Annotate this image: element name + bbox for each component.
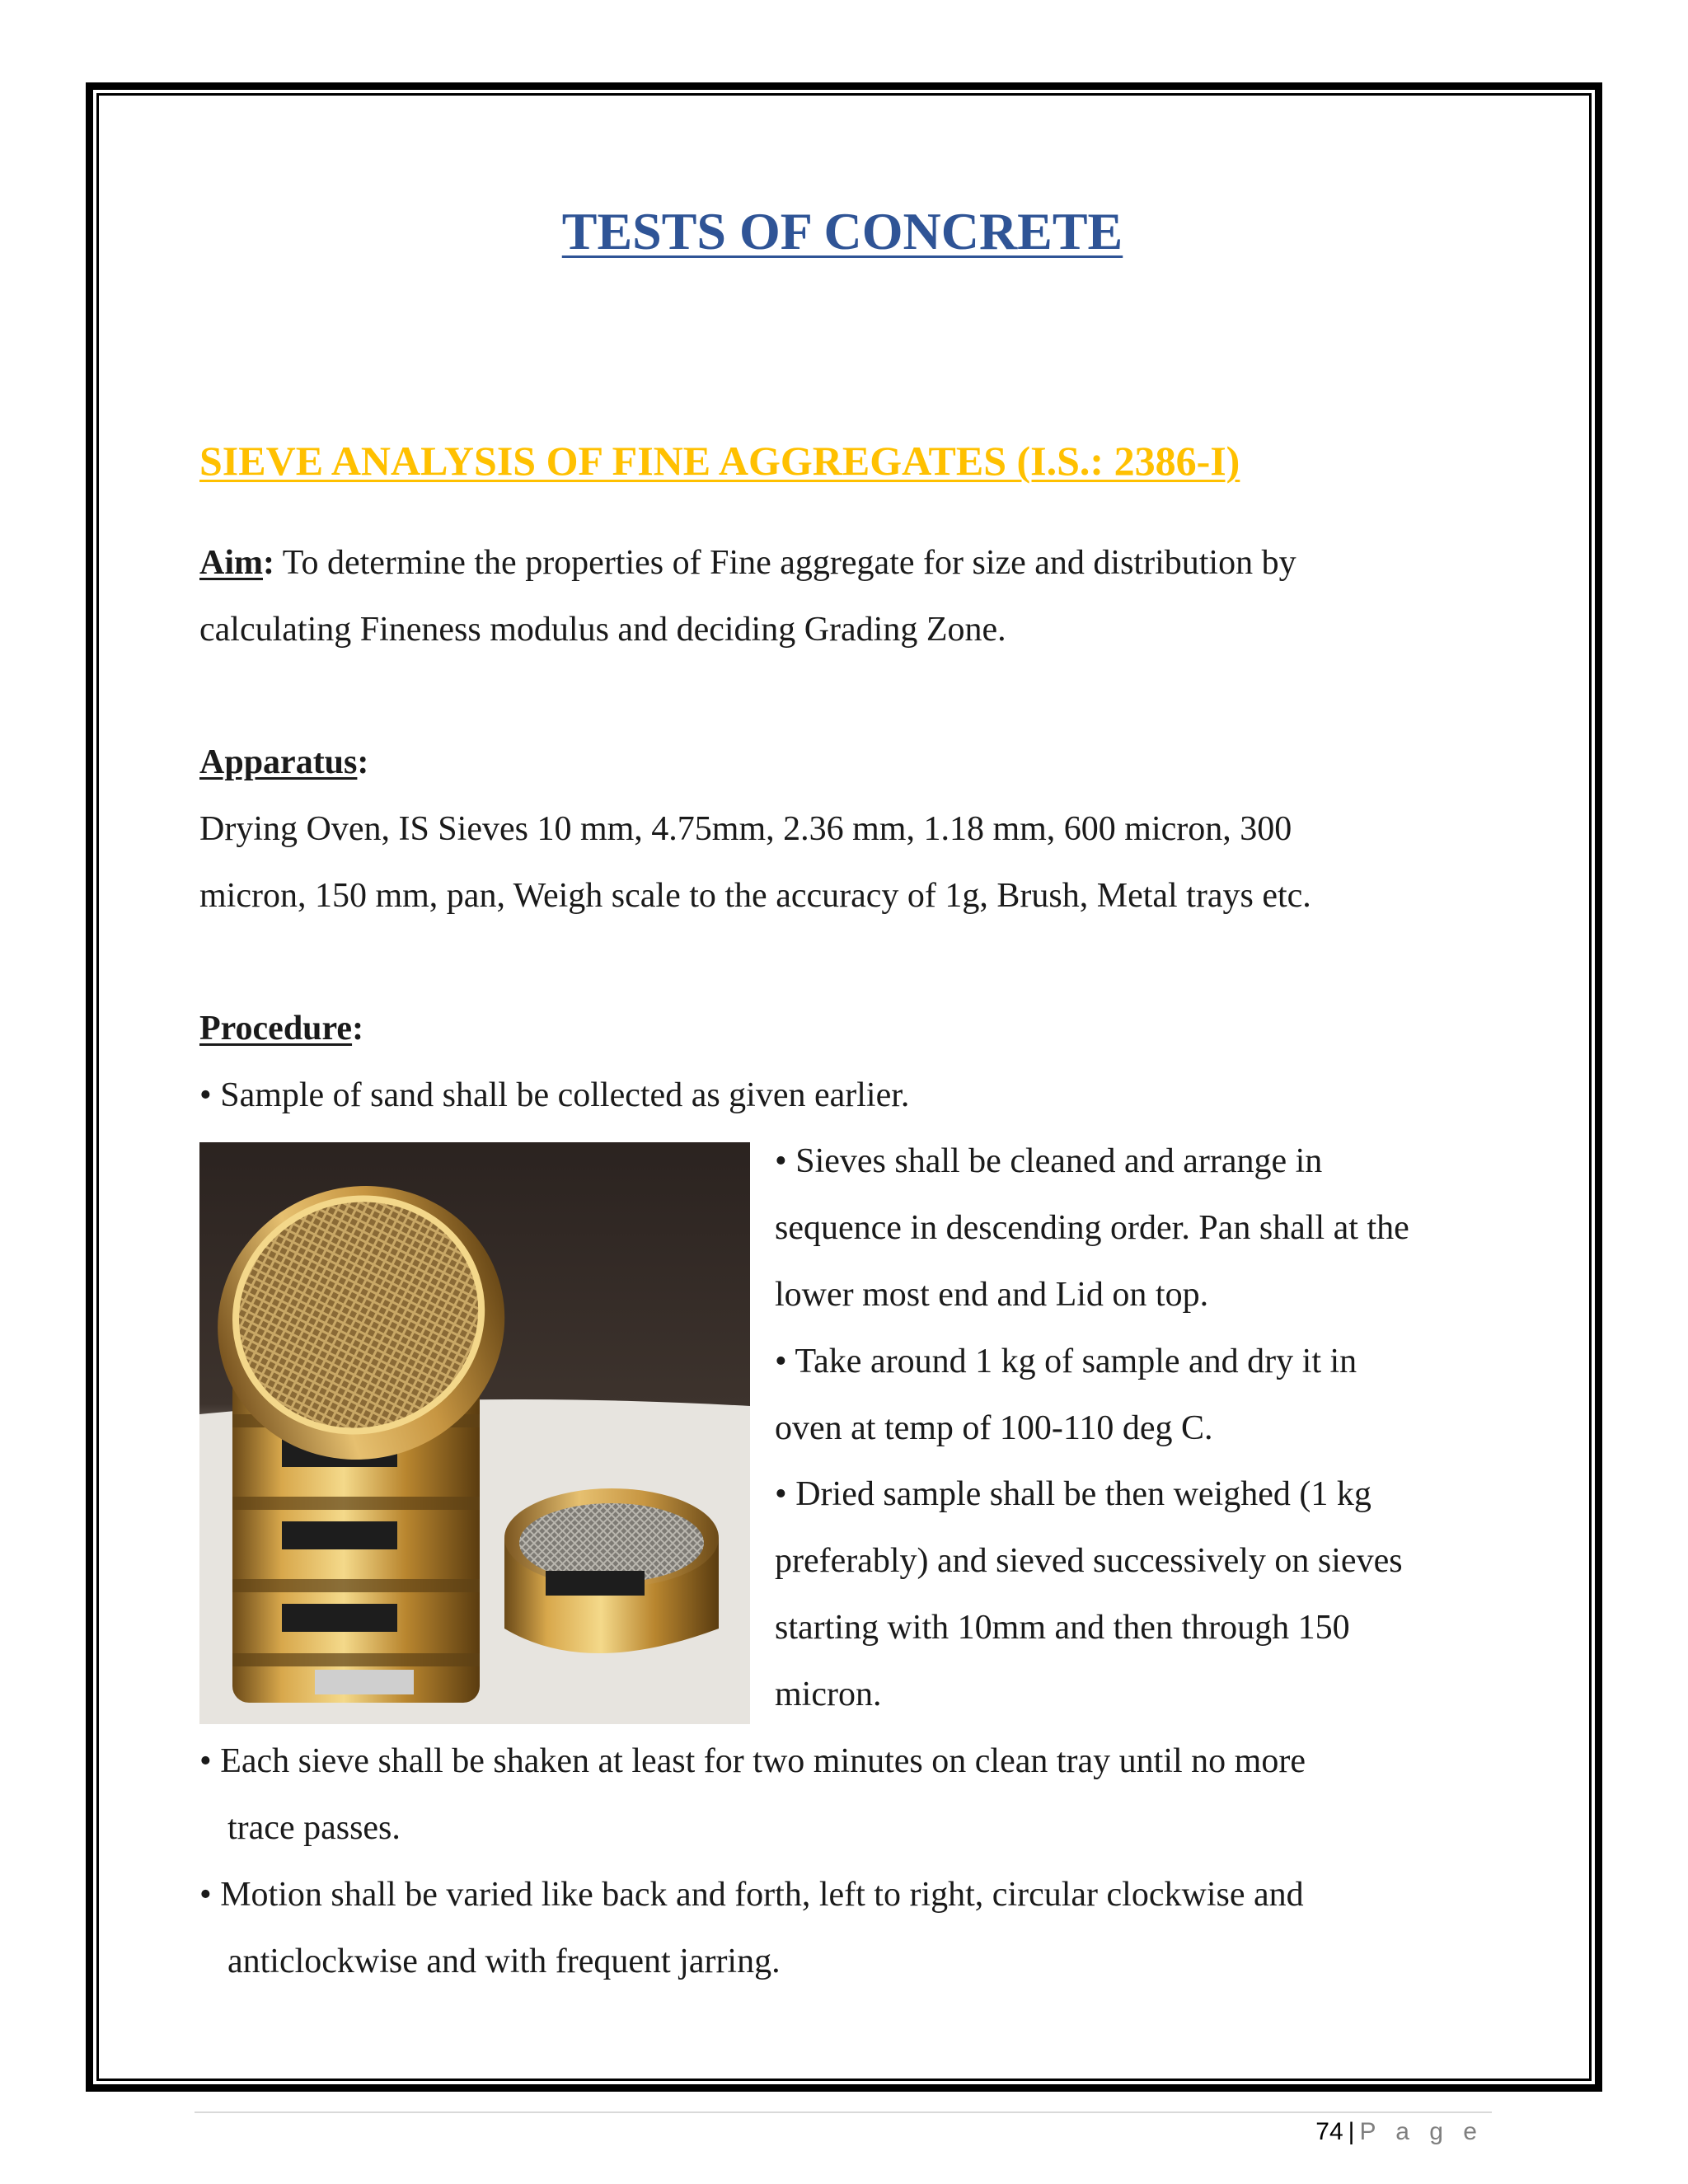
procedure-colon: : (352, 1010, 364, 1047)
apparatus-label: Apparatus (199, 743, 358, 781)
apparatus-line-1: Drying Oven, IS Sieves 10 mm, 4.75mm, 2.36 mm, 1.18 mm, 600 micron, 300 (199, 810, 1292, 848)
page-number: 74 (1315, 2118, 1343, 2145)
aim-line-1 (199, 546, 1296, 580)
aim-line-2: calculating Fineness modulus and deciding Grading Zone. (199, 611, 1006, 649)
procedure-line: oven at temp of 100-110 deg C. (775, 1409, 1213, 1447)
procedure-label: Procedure (199, 1010, 353, 1047)
procedure-line: • Take around 1 kg of sample and dry it in (775, 1343, 1357, 1380)
page-word: P a g e (1359, 2118, 1484, 2145)
aim-label: Aim (199, 544, 263, 582)
procedure-line: • Dried sample shall be then weighed (1 kg (775, 1475, 1372, 1513)
procedure-line: trace passes. (227, 1809, 401, 1847)
procedure-line: • Sample of sand shall be collected as given earlier. (199, 1076, 910, 1114)
sieve-stack-photo (199, 1142, 750, 1724)
footer-separator: | (1348, 2118, 1355, 2145)
apparatus-colon: : (357, 743, 369, 781)
section-heading: SIEVE ANALYSIS OF FINE AGGREGATES (I.S.: 2386-I) (199, 438, 1240, 484)
procedure-line: micron. (775, 1675, 882, 1713)
footer-divider (195, 2111, 1492, 2113)
page-title: TESTS OF CONCRETE (561, 202, 1123, 260)
page-footer (1315, 2118, 1484, 2146)
apparatus-heading (199, 745, 368, 780)
apparatus-line-2: micron, 150 mm, pan, Weigh scale to the accuracy of 1g, Brush, Metal trays etc. (199, 877, 1311, 915)
procedure-line: • Each sieve shall be shaken at least for two minutes on clean tray until no more (199, 1742, 1306, 1780)
aim-colon: : (263, 544, 274, 582)
procedure-line: preferably) and sieved successively on sieves (775, 1542, 1403, 1580)
procedure-line: lower most end and Lid on top. (775, 1276, 1209, 1314)
procedure-line: sequence in descending order. Pan shall at the (775, 1209, 1409, 1247)
aim-text-1: To determine the properties of Fine aggregate for size and distribution by (274, 544, 1296, 582)
procedure-line: • Sieves shall be cleaned and arrange in (775, 1142, 1323, 1180)
procedure-line: anticlockwise and with frequent jarring. (227, 1943, 781, 1980)
procedure-line: starting with 10mm and then through 150 (775, 1609, 1350, 1647)
procedure-line: • Motion shall be varied like back and forth, left to right, circular clockwise and (199, 1876, 1304, 1914)
procedure-heading (199, 1011, 363, 1046)
